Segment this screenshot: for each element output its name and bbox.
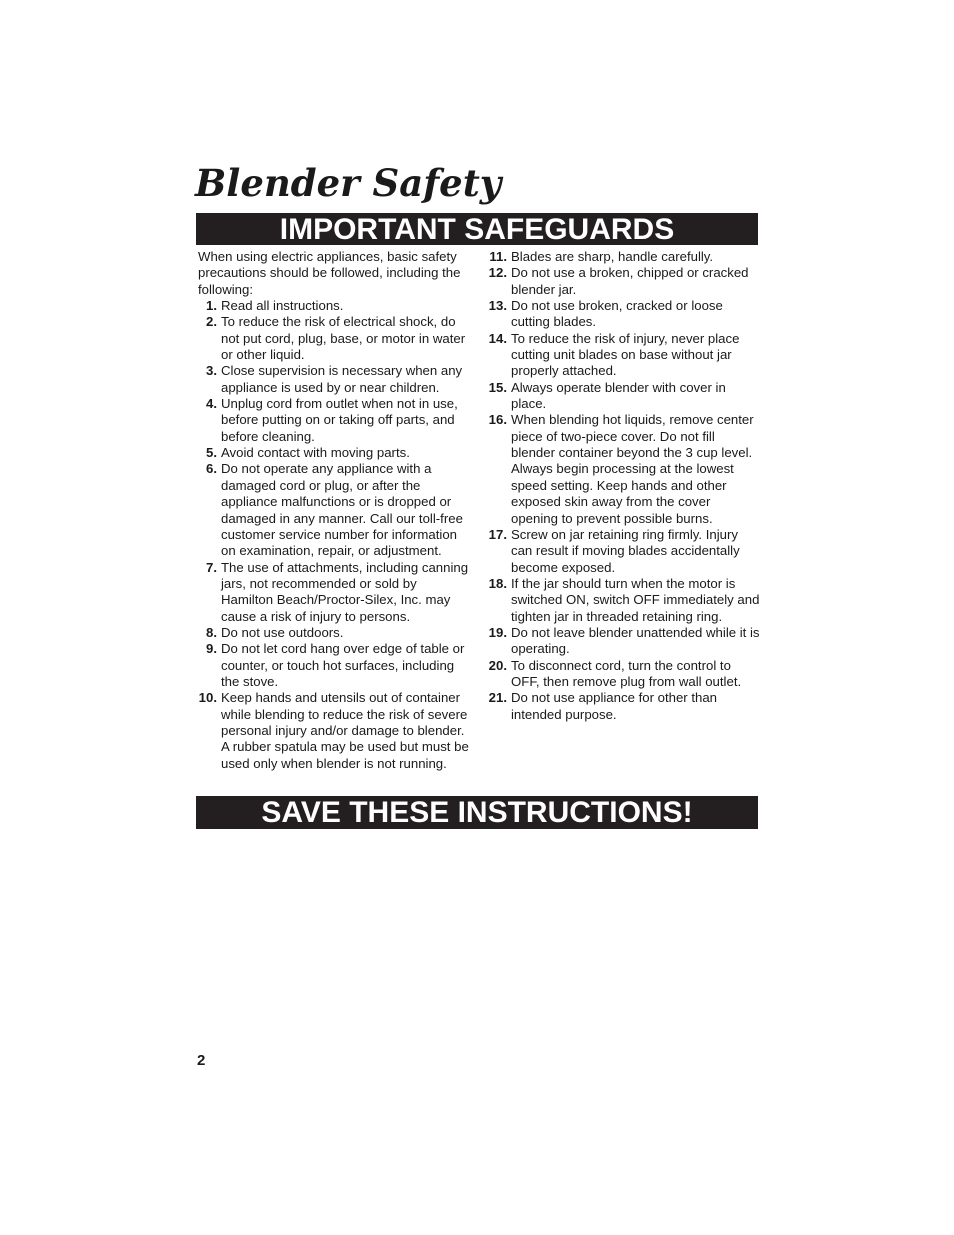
item-number: 4. <box>206 396 217 412</box>
item-text: Do not use broken, cracked or loose cutting blades. <box>511 298 723 330</box>
item-text: Read all instructions. <box>221 298 344 314</box>
list-item <box>198 298 470 314</box>
list-item <box>488 412 760 526</box>
important-safeguards-banner: IMPORTANT SAFEGUARDS <box>196 213 758 245</box>
item-number: 21. <box>488 690 507 706</box>
list-item <box>488 298 760 331</box>
item-text: Do not use outdoors. <box>221 624 344 640</box>
item-number: 12. <box>488 265 507 281</box>
item-text: Unplug cord from outlet when not in use, before putting on or taking off parts, and before cleaning. <box>221 396 458 444</box>
item-text: To reduce the risk of injury, never place cutting unit blades on base without jar properly attached. <box>511 330 740 379</box>
item-number: 13. <box>488 298 507 314</box>
page-title: Blender Safety <box>195 161 502 205</box>
list-item <box>198 641 470 690</box>
item-text: To reduce the risk of electrical shock, do not put cord, plug, base, or motor in water or other liquid. <box>221 314 466 363</box>
list-item <box>488 625 760 658</box>
item-number: 5. <box>206 445 217 461</box>
list-item <box>198 560 470 625</box>
list-item <box>198 625 470 641</box>
item-number: 15. <box>488 379 507 395</box>
item-number: 16. <box>488 412 507 428</box>
list-item <box>488 658 760 691</box>
item-number: 10. <box>198 690 217 706</box>
item-text: When blending hot liquids, remove center piece of two-piece cover. Do not fill blender container beyond the 3 cup level. Always begin processing at the lowest speed setting. Keep hands and other exposed skin away from the cover opening to prevent possible burns. <box>511 412 754 526</box>
item-number: 17. <box>488 526 507 542</box>
item-number: 9. <box>206 641 217 657</box>
item-text: Always operate blender with cover in place. <box>511 379 726 412</box>
list-item <box>198 690 470 772</box>
item-text: Do not leave blender unattended while it is operating. <box>511 624 760 657</box>
safeguards-list-right <box>488 249 760 723</box>
item-text: Do not use appliance for other than intended purpose. <box>511 690 718 722</box>
list-item <box>198 363 470 396</box>
item-text: The use of attachments, including canning jars, not recommended or sold by Hamilton Beach/Proctor-Silex, Inc. may cause a risk of injury to persons. <box>221 559 469 624</box>
item-number: 8. <box>206 624 217 640</box>
item-text: Do not use a broken, chipped or cracked blender jar. <box>511 265 749 297</box>
right-column <box>488 249 760 723</box>
item-text: Screw on jar retaining ring firmly. Injury can result if moving blades accidentally become exposed. <box>511 526 740 575</box>
list-item <box>488 331 760 380</box>
page-number: 2 <box>197 1052 206 1069</box>
intro-text: When using electric appliances, basic safety precautions should be followed, including the following: <box>198 249 461 297</box>
list-item <box>488 690 760 723</box>
item-text: Keep hands and utensils out of container while blending to reduce the risk of severe personal injury and/or damage to blender. A rubber spatula may be used but must be used only when blender is not running. <box>221 690 469 771</box>
item-number: 19. <box>488 624 507 640</box>
list-item <box>488 576 760 625</box>
list-item <box>488 249 760 265</box>
list-item <box>198 461 470 559</box>
item-number: 1. <box>206 298 217 314</box>
list-item <box>198 445 470 461</box>
item-text: Avoid contact with moving parts. <box>221 445 410 461</box>
item-number: 6. <box>206 461 217 477</box>
item-number: 18. <box>488 575 507 591</box>
list-item <box>488 380 760 413</box>
list-item <box>488 527 760 576</box>
item-number: 7. <box>206 559 217 575</box>
item-text: Blades are sharp, handle carefully. <box>511 249 714 264</box>
item-text: If the jar should turn when the motor is switched ON, switch OFF immediately and tighten jar in threaded retaining ring. <box>511 575 760 624</box>
safeguards-list-left <box>198 298 470 772</box>
list-item <box>198 314 470 363</box>
item-number: 11. <box>489 249 507 264</box>
list-item <box>198 396 470 445</box>
list-item <box>488 265 760 298</box>
item-text: Do not operate any appliance with a damaged cord or plug, or after the appliance malfunctions or is dropped or damaged in any manner. Call our toll-free customer service number for information on examination, repair, or adjustment. <box>221 461 463 559</box>
left-column <box>198 249 470 772</box>
item-number: 14. <box>488 330 507 346</box>
item-number: 3. <box>206 363 217 379</box>
save-instructions-banner: SAVE THESE INSTRUCTIONS! <box>196 796 758 829</box>
item-number: 2. <box>206 314 217 330</box>
item-text: To disconnect cord, turn the control to OFF, then remove plug from wall outlet. <box>511 657 742 689</box>
item-text: Close supervision is necessary when any appliance is used by or near children. <box>221 363 463 395</box>
item-text: Do not let cord hang over edge of table or counter, or touch hot surfaces, including the stove. <box>221 641 465 689</box>
item-number: 20. <box>488 657 507 673</box>
